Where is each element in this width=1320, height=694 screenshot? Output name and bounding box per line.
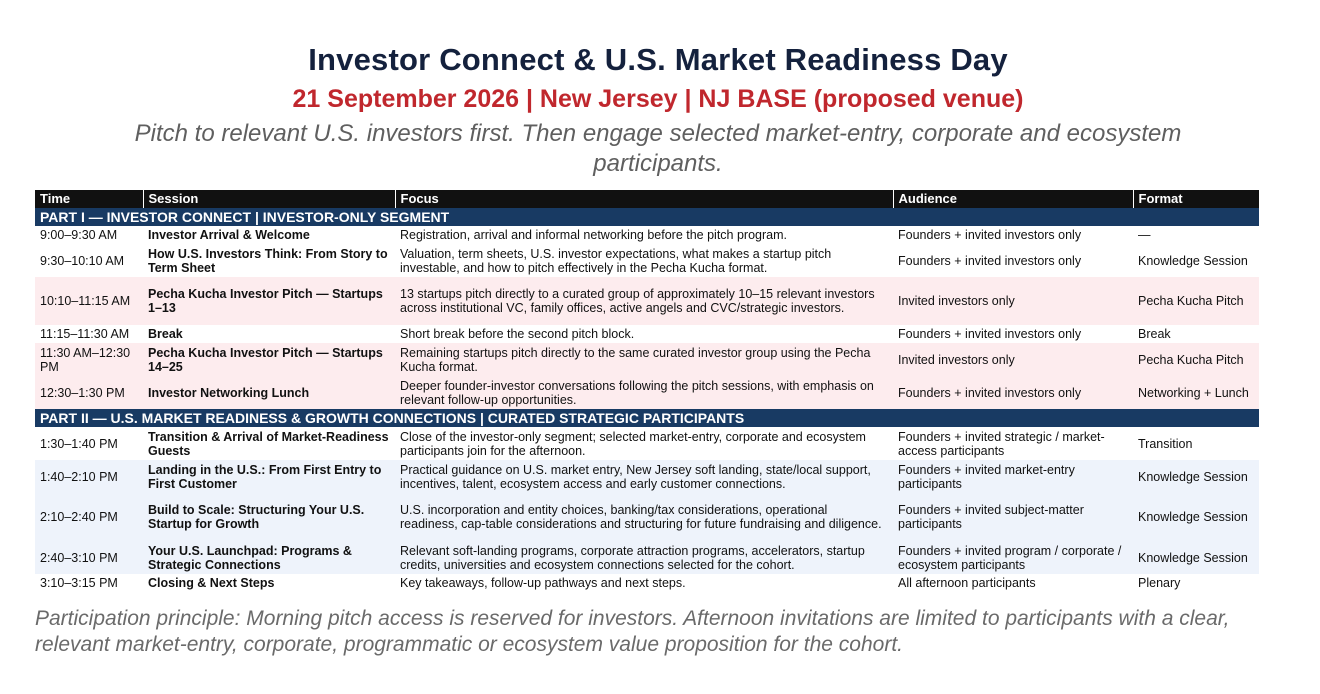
- focus-cell: 13 startups pitch directly to a curated group of approximately 10–15 relevant investors across institutional VC, family offices, active angels and CVC/strategic investors.: [395, 277, 893, 325]
- focus-cell: U.S. incorporation and entity choices, banking/tax considerations, operational readiness, cap-table considerations and structuring for future fundraising and diligence.: [395, 493, 893, 541]
- column-header-format: Format: [1133, 190, 1259, 208]
- table-row: [35, 493, 1259, 541]
- focus-cell: Remaining startups pitch directly to the same curated investor group using the Pecha Kucha format.: [395, 343, 893, 376]
- session-cell: Investor Networking Lunch: [143, 376, 395, 409]
- time-cell: 1:40–2:10 PM: [35, 460, 143, 493]
- audience-cell: Founders + invited investors only: [893, 376, 1133, 409]
- session-cell: Pecha Kucha Investor Pitch — Startups 14–25: [143, 343, 395, 376]
- session-cell: Your U.S. Launchpad: Programs & Strategic Connections: [143, 541, 395, 574]
- table-header-row: [35, 190, 1259, 208]
- session-cell: Pecha Kucha Investor Pitch — Startups 1–13: [143, 277, 395, 325]
- section-header-part-1: [35, 208, 1259, 226]
- format-cell: Knowledge Session: [1133, 244, 1259, 277]
- time-cell: 10:10–11:15 AM: [35, 277, 143, 325]
- focus-cell: Key takeaways, follow-up pathways and next steps.: [395, 574, 893, 592]
- format-cell: Knowledge Session: [1133, 493, 1259, 541]
- table-row: [35, 277, 1259, 325]
- table-row: [35, 427, 1259, 460]
- column-header-session: Session: [143, 190, 395, 208]
- audience-cell: Founders + invited subject-matter participants: [893, 493, 1133, 541]
- section-title: PART I — INVESTOR CONNECT | INVESTOR-ONLY SEGMENT: [35, 208, 1259, 226]
- time-cell: 3:10–3:15 PM: [35, 574, 143, 592]
- focus-cell: Close of the investor-only segment; selected market-entry, corporate and ecosystem participants join for the afternoon.: [395, 427, 893, 460]
- table-row: [35, 541, 1259, 574]
- table-row: [35, 376, 1259, 409]
- focus-cell: Short break before the second pitch block.: [395, 325, 893, 343]
- format-cell: Networking + Lunch: [1133, 376, 1259, 409]
- focus-cell: Deeper founder-investor conversations following the pitch sessions, with emphasis on relevant follow-up opportunities.: [395, 376, 893, 409]
- format-cell: Knowledge Session: [1133, 460, 1259, 493]
- time-cell: 1:30–1:40 PM: [35, 427, 143, 460]
- page-title: Investor Connect & U.S. Market Readiness Day: [308, 42, 1008, 77]
- session-cell: Transition & Arrival of Market-Readiness Guests: [143, 427, 395, 460]
- time-cell: 12:30–1:30 PM: [35, 376, 143, 409]
- audience-cell: Founders + invited investors only: [893, 244, 1133, 277]
- focus-cell: Valuation, term sheets, U.S. investor expectations, what makes a startup pitch investable, and how to pitch effectively in the Pecha Kucha format.: [395, 244, 893, 277]
- audience-cell: Founders + invited strategic / market-access participants: [893, 427, 1133, 460]
- audience-cell: Founders + invited market-entry participants: [893, 460, 1133, 493]
- session-cell: Investor Arrival & Welcome: [143, 226, 395, 244]
- table-row: [35, 244, 1259, 277]
- table-row: [35, 460, 1259, 493]
- audience-cell: All afternoon participants: [893, 574, 1133, 592]
- agenda-table: [35, 190, 1260, 592]
- section-title: PART II — U.S. MARKET READINESS & GROWTH CONNECTIONS | CURATED STRATEGIC PARTICIPANTS: [35, 409, 1259, 427]
- format-cell: —: [1133, 226, 1259, 244]
- time-cell: 9:00–9:30 AM: [35, 226, 143, 244]
- time-cell: 2:40–3:10 PM: [35, 541, 143, 574]
- table-row: [35, 325, 1259, 343]
- event-date-location: 21 September 2026 | New Jersey | NJ BASE (proposed venue): [292, 85, 1024, 113]
- table-row: [35, 574, 1259, 592]
- time-cell: 11:15–11:30 AM: [35, 325, 143, 343]
- column-header-time: Time: [35, 190, 143, 208]
- format-cell: Plenary: [1133, 574, 1259, 592]
- tagline: Pitch to relevant U.S. investors first. Then engage selected market-entry, corporate and ecosystem participants.: [134, 120, 1182, 177]
- focus-cell: Relevant soft-landing programs, corporate attraction programs, accelerators, startup credits, universities and ecosystem connections selected for the cohort.: [395, 541, 893, 574]
- table-row: [35, 343, 1259, 376]
- table-row: [35, 226, 1259, 244]
- section-header-part-2: [35, 409, 1259, 427]
- time-cell: 9:30–10:10 AM: [35, 244, 143, 277]
- participation-principle-note: Participation principle: Morning pitch access is reserved for investors. Afternoon invitations are limited to participants with a clear, relevant market-entry, corporate, programmatic or ecosystem value proposition for the cohort.: [35, 607, 1230, 656]
- format-cell: Pecha Kucha Pitch: [1133, 343, 1259, 376]
- session-cell: How U.S. Investors Think: From Story to Term Sheet: [143, 244, 395, 277]
- session-cell: Break: [143, 325, 395, 343]
- audience-cell: Founders + invited program / corporate / ecosystem participants: [893, 541, 1133, 574]
- focus-cell: Practical guidance on U.S. market entry, New Jersey soft landing, state/local support, incentives, talent, ecosystem access and early customer connections.: [395, 460, 893, 493]
- column-header-focus: Focus: [395, 190, 893, 208]
- session-cell: Landing in the U.S.: From First Entry to First Customer: [143, 460, 395, 493]
- time-cell: 11:30 AM–12:30 PM: [35, 343, 143, 376]
- audience-cell: Invited investors only: [893, 343, 1133, 376]
- audience-cell: Founders + invited investors only: [893, 226, 1133, 244]
- format-cell: Break: [1133, 325, 1259, 343]
- focus-cell: Registration, arrival and informal networking before the pitch program.: [395, 226, 893, 244]
- format-cell: Pecha Kucha Pitch: [1133, 277, 1259, 325]
- audience-cell: Founders + invited investors only: [893, 325, 1133, 343]
- audience-cell: Invited investors only: [893, 277, 1133, 325]
- session-cell: Closing & Next Steps: [143, 574, 395, 592]
- format-cell: Knowledge Session: [1133, 541, 1259, 574]
- format-cell: Transition: [1133, 427, 1259, 460]
- time-cell: 2:10–2:40 PM: [35, 493, 143, 541]
- column-header-audience: Audience: [893, 190, 1133, 208]
- session-cell: Build to Scale: Structuring Your U.S. Startup for Growth: [143, 493, 395, 541]
